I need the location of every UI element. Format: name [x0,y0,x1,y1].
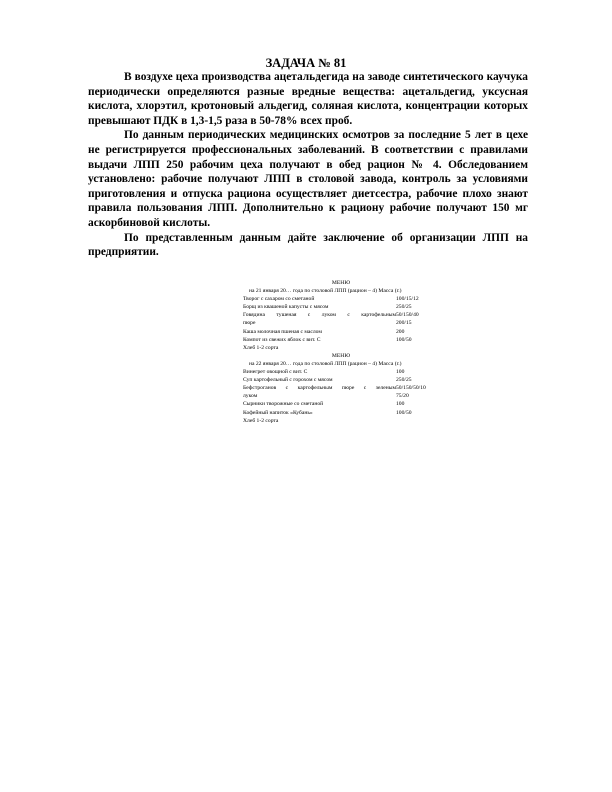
menu-item-name: Говядина тушеная с луком с картофельным [243,312,396,319]
problem-text [88,70,528,260]
menu-item-name: Хлеб 1-2 сорта [243,417,279,424]
menu-day-1 [243,279,439,352]
menu-item-name: Каша молочная пшеная с маслом [243,328,322,335]
menu-item-amount: 100/15/12 [396,296,419,303]
menu-item-name: луком [243,393,258,400]
menu-item [243,344,439,352]
menu-item-amount [396,417,439,425]
menu-item-amount [396,344,439,352]
menu-item [243,303,439,311]
menu-date-line: на 21 января 20… года по столовой ЛПП (рацион – 4) Масса (г.) [249,288,402,295]
problem-title: ЗАДАЧА № 81 [265,56,347,70]
menu-item [243,319,439,327]
menu-item-amount: 250/25 [396,377,412,384]
menu-item [243,295,439,303]
paragraph-medical-exams: По данным периодических медицинских осмотров за последние 5 лет в цехе не регистрируется профессиональных заболеваний. В соответствии с правилами выдачи ЛПП 250 рабочим цеха получают в обед рацион № 4. Обследованием установлено: рабочие получают ЛПП в столовой завода, контроль за условиями приготовления и отпуска рациона осуществляет диетсестра, рабочие плохо знают правила пользования ЛПП. Дополнительно к рациону рабочие получают 150 мг аскорбиновой кислоты. [88,129,528,229]
menu-item [243,409,439,417]
menu-day-2 [243,352,439,425]
menu-item-name: пюре [243,320,256,327]
menu-item [243,328,439,336]
menu-item [243,417,439,425]
menu-heading: МЕНЮ [331,280,351,286]
menu-item-name: Винегрет овощной с вит. С [243,369,308,376]
menu-item-amount: 50/150/40 [396,312,419,319]
menu-item [243,376,439,384]
paragraph-conditions: В воздухе цеха производства ацетальдегида на заводе синтетического каучука периодически определяются разные вредные вещества: ацетальдегид, уксусная кислота, хлорэтил, кротоновый альдегид, соляная кислота, концентрации которых превышают ПДК в 1,3-1,5 раза в 50-78% всех проб. [88,71,528,127]
menu-item-name: Сырники творожные со сметаной [243,401,324,408]
menu-item [243,368,439,376]
menu-item-amount: 200/15 [396,320,412,327]
menu-item-name: Творог с сахаром со сметаной [243,296,315,303]
menu-item [243,384,439,392]
menu-item-name: Борщ из квашеной капусты с мясом [243,304,329,311]
menu-item-amount: 50/150/50/10 [396,385,426,392]
menu-item-amount: 100/50 [396,409,412,416]
menu-item-amount: 200 [396,328,405,335]
menu-item-name: Хлеб 1-2 сорта [243,344,279,351]
menu-item-amount: 250/25 [396,304,412,311]
menu-block [243,279,439,425]
paragraph-task: По представленным данным дайте заключение об организации ЛПП на предприятии. [88,231,528,259]
menu-item-amount: 100 [396,369,405,376]
menu-item-name: Бефстроганов с картофельным пюре с зеленым [243,385,396,392]
menu-item-name: Кофейный напиток «Кубань» [243,409,313,416]
menu-item [243,400,439,408]
menu-item-amount: 100 [396,401,405,408]
menu-item-amount: 100/50 [396,336,412,343]
menu-item [243,392,439,400]
menu-item-amount: 75/20 [396,393,409,400]
menu-date-line: на 22 января 20… года по столовой ЛПП (рацион – 4) Масса (г.) [249,360,402,367]
menu-heading: МЕНЮ [331,352,351,359]
menu-item [243,311,439,319]
menu-item-name: Суп картофельный с горохом с мясом [243,377,333,384]
menu-item-name: Компот из свежих яблок с вит. С [243,336,321,343]
menu-item [243,336,439,344]
